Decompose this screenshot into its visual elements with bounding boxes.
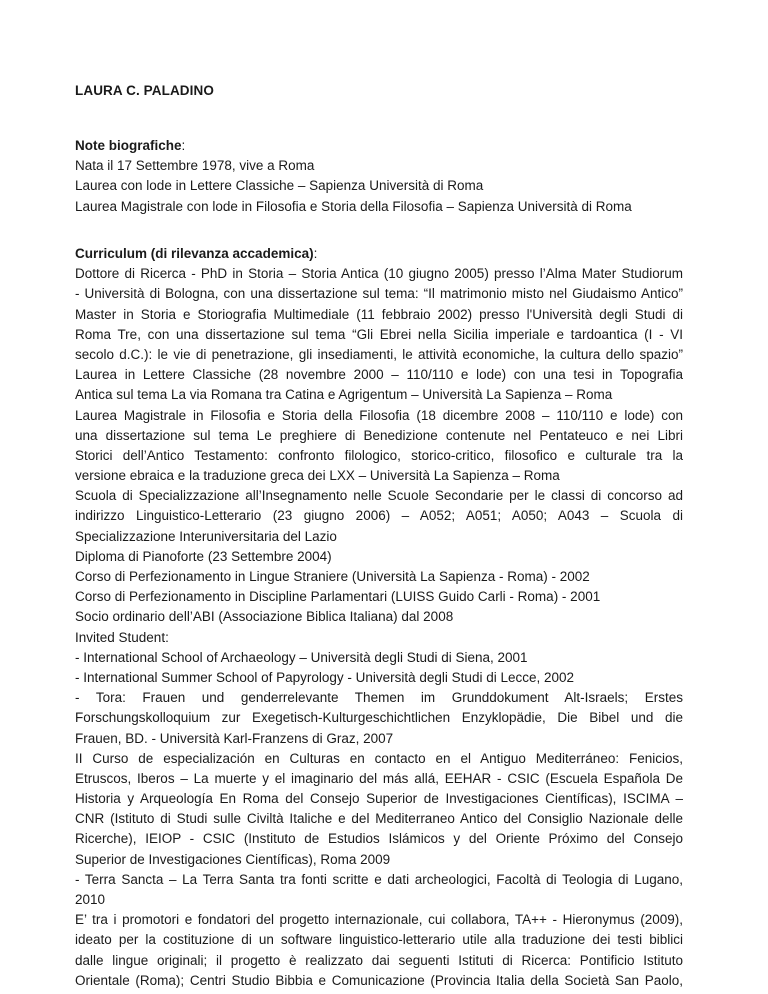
- curriculum-line: versione ebraica e la traduzione greca dei LXX – Università La Sapienza – Roma: [75, 468, 560, 484]
- curriculum-heading-text: Curriculum (di rilevanza accademica): [75, 246, 314, 261]
- curriculum-line: Master in Storia e Storiografia Multimediale (11 febbraio 2002) presso l'Università degli Studi di: [75, 306, 683, 322]
- bio-heading-text: Note biografiche: [75, 138, 182, 153]
- curriculum-section: [75, 244, 683, 991]
- curriculum-line: - International School of Archaeology – Università degli Studi di Siena, 2001: [75, 649, 528, 665]
- curriculum-line: 2010: [75, 892, 106, 907]
- curriculum-line: - Terra Sancta – La Terra Santa tra fonti scritte e dati archeologici, Facoltà di Teologia di Lugano,: [75, 871, 683, 887]
- curriculum-line: Specializzazione Interuniversitaria del Lazio: [75, 528, 337, 544]
- curriculum-line: Etruscos, Iberos – La muerte y el imaginario del más allá, EEHAR - CSIC (Escuela Española De: [75, 770, 683, 786]
- curriculum-line: Ricerche), IEIOP - CSIC (Instituto de Estudios Islámicos y del Oriente Próximo del Consejo: [75, 831, 683, 847]
- curriculum-line: Superior de Investigaciones Científicas), Roma 2009: [75, 851, 391, 867]
- curriculum-line: CNR (Istituto di Studi sulle Civiltà Italiche e del Mediterraneo Antico del Consiglio Nazionale delle: [75, 811, 683, 827]
- curriculum-line: dalle lingue originali; il progetto è realizzato dai seguenti Istituti di Ricerca: Pontificio Istituto: [75, 952, 683, 968]
- curriculum-line: Corso di Perfezionamento in Lingue Straniere (Università La Sapienza - Roma) - 2002: [75, 569, 590, 584]
- curriculum-line: Socio ordinario dell’ABI (Associazione Biblica Italiana) dal 2008: [75, 609, 454, 625]
- author-name: LAURA C. PALADINO: [75, 83, 214, 98]
- curriculum-line: Laurea in Lettere Classiche (28 novembre 2000 – 110/110 e lode) con una tesi in Topografia: [75, 367, 683, 383]
- curriculum-line: II Curso de especialización en Culturas en contacto en el Antiguo Mediterráneo: Fenicios,: [75, 750, 683, 766]
- curriculum-line: Orientale (Roma); Centri Studio Bibbia e Comunicazione (Provincia Italia della Società San Paolo,: [75, 972, 683, 988]
- curriculum-lines: [75, 264, 683, 991]
- curriculum-line: ideato per la costituzione di un software linguistico-letterario utile alla traduzione dei testi biblici: [75, 932, 683, 948]
- bio-section: [75, 136, 683, 217]
- curriculum-line: secolo d.C.): le vie di penetrazione, gli insediamenti, le attività economiche, la cultura dello spazio”: [75, 346, 683, 362]
- bio-lines: [75, 156, 683, 217]
- curriculum-line: Forschungskolloquium zur Exegetisch-Kulturgeschichtlichen Enzyklopädie, Die Bibel und die: [75, 710, 683, 726]
- curriculum-line: - Tora: Frauen und genderrelevante Themen im Grunddokument Alt-Israels; Erstes: [75, 690, 683, 706]
- curriculum-line: indirizzo Linguistico-Letterario (23 giugno 2006) – A052; A051; A050; A043 – Scuola di: [75, 508, 683, 524]
- curriculum-line: Storici dell’Antico Testamento: confronto filologico, storico-critico, filosofico e culturale tra la: [75, 447, 683, 463]
- curriculum-line: E’ tra i promotori e fondatori del progetto internazionale, cui collabora, TA++ - Hieronymus (2009),: [75, 912, 683, 928]
- curriculum-heading-colon: :: [313, 246, 318, 261]
- bio-line: Laurea Magistrale con lode in Filosofia e Storia della Filosofia – Sapienza Università di Roma: [75, 198, 632, 214]
- curriculum-line: Corso di Perfezionamento in Discipline Parlamentari (LUISS Guido Carli - Roma) - 2001: [75, 589, 601, 605]
- curriculum-line: Laurea Magistrale in Filosofia e Storia della Filosofia (18 dicembre 2008 – 110/110 e lode) con: [75, 407, 683, 423]
- curriculum-line: Roma Tre, con una dissertazione sul tema “Gli Ebrei nella Sicilia imperiale e tardoantica (I - VI: [75, 326, 683, 342]
- curriculum-line: Diploma di Pianoforte (23 Settembre 2004): [75, 548, 332, 564]
- curriculum-line: Historia y Arqueología En Roma del Consejo Superior de Investigaciones Científicas), ISCIMA –: [75, 791, 683, 807]
- bio-line: Laurea con lode in Lettere Classiche – Sapienza Università di Roma: [75, 178, 484, 194]
- curriculum-heading: [75, 244, 683, 264]
- bio-heading: [75, 136, 683, 156]
- curriculum-line: una dissertazione sul tema Le preghiere di Benedizione contenute nel Pentateuco e nei Libri: [75, 427, 683, 443]
- curriculum-line: - Università di Bologna, con una dissertazione sul tema: “Il matrimonio misto nel Giudaismo Antico”: [75, 286, 683, 302]
- curriculum-line: Antica sul tema La via Romana tra Catina e Agrigentum – Università La Sapienza – Roma: [75, 387, 613, 403]
- curriculum-line: Scuola di Specializzazione all’Insegnamento nelle Scuole Secondarie per le classi di concorso ad: [75, 488, 683, 504]
- bio-heading-colon: :: [181, 138, 186, 153]
- curriculum-line: Invited Student:: [75, 629, 169, 645]
- bio-line: Nata il 17 Settembre 1978, vive a Roma: [75, 158, 315, 174]
- curriculum-line: - International Summer School of Papyrology - Università degli Studi di Lecce, 2002: [75, 669, 575, 685]
- curriculum-line: Frauen, BD. - Università Karl-Franzens di Graz, 2007: [75, 730, 394, 746]
- curriculum-line: Dottore di Ricerca - PhD in Storia – Storia Antica (10 giugno 2005) presso l’Alma Mater Studiorum: [75, 266, 683, 282]
